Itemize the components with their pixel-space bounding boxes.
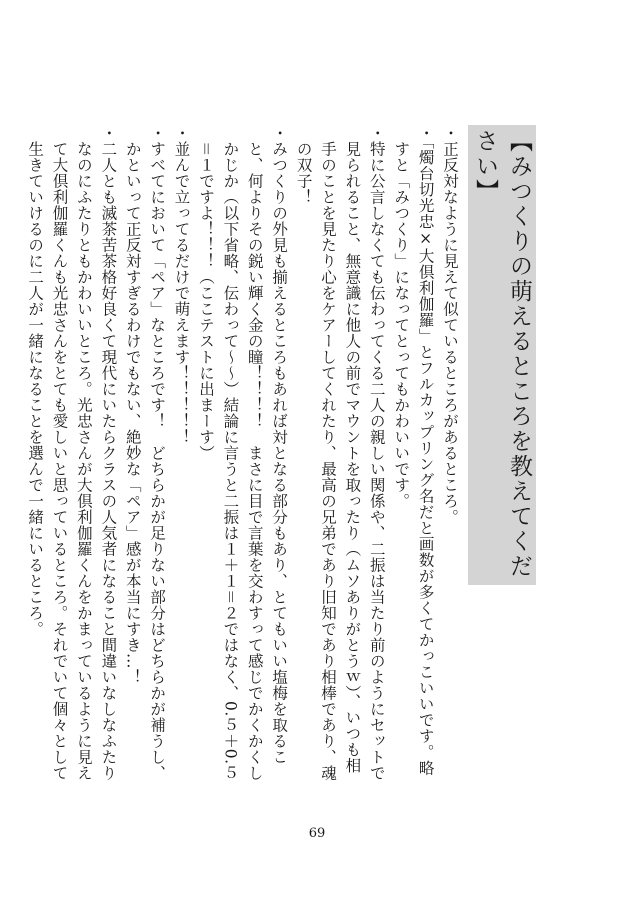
vertical-text-block — [26, 125, 536, 785]
page-number: 69 — [308, 826, 326, 841]
list-item: ・みつくりの外見も揃えるところもあれば対となる部分もあり、とてもいい塩梅を取ること、何よりその鋭い輝く金の瞳！！！！ まさに目で言葉を交わすって感じでかくかくしかじか（以下省略、伝わって〜〜）結論に言うと二振は１＋１＝２ではなく、0.５＋0.５＝１ですよ！！！（ここテストに出まーす） — [196, 125, 289, 781]
list-item: ・「燭台切光忠×大倶利伽羅」とフルカップリング名だと画数が多くてかっこいいです。略すと「みつくり」になってとってもかわいいです。 — [392, 125, 435, 776]
list-item: ・正反対なように見えて似ているところがあるところ。 — [441, 125, 459, 525]
list-item: ・二人とも滅茶苦茶格好良くて現代にいたらクラスの人気者になること間違いなしなふたりなのにふたりともかわいいところ。光忠さんが大倶利伽羅くんをかまっているように見えて大倶利伽羅くんも光忠さんをとても愛しいと思っているところ。それでいて個々として生きていけるのに二人が一緒になることを選んで一緒にいるところ。 — [26, 125, 118, 781]
list-item: ・特に公言しなくても伝わってくる二人の親しい関係や、二振は当たり前のようにセットで見られること、無意識に他人の前でマウントを取ったり（ムソありがとうｗ）、いつも相手のことを見たり心をケアーしてくれたり、最高の兄弟であり旧知であり相棒であり、魂の双子！ — [294, 125, 386, 781]
list-item: ・並んで立ってるだけで萌えます！！！！！ — [172, 125, 191, 445]
page-heading: 【みつくりの萌えるところを教えてください】 — [468, 125, 536, 585]
list-item: ・すべてにおいて「ペア」なところです！ どちらかが足りない部分はどちらかが補うし、かといって正反対すぎるわけでもない、絶妙な「ペア」感が本当にすき…！ — [123, 125, 167, 781]
